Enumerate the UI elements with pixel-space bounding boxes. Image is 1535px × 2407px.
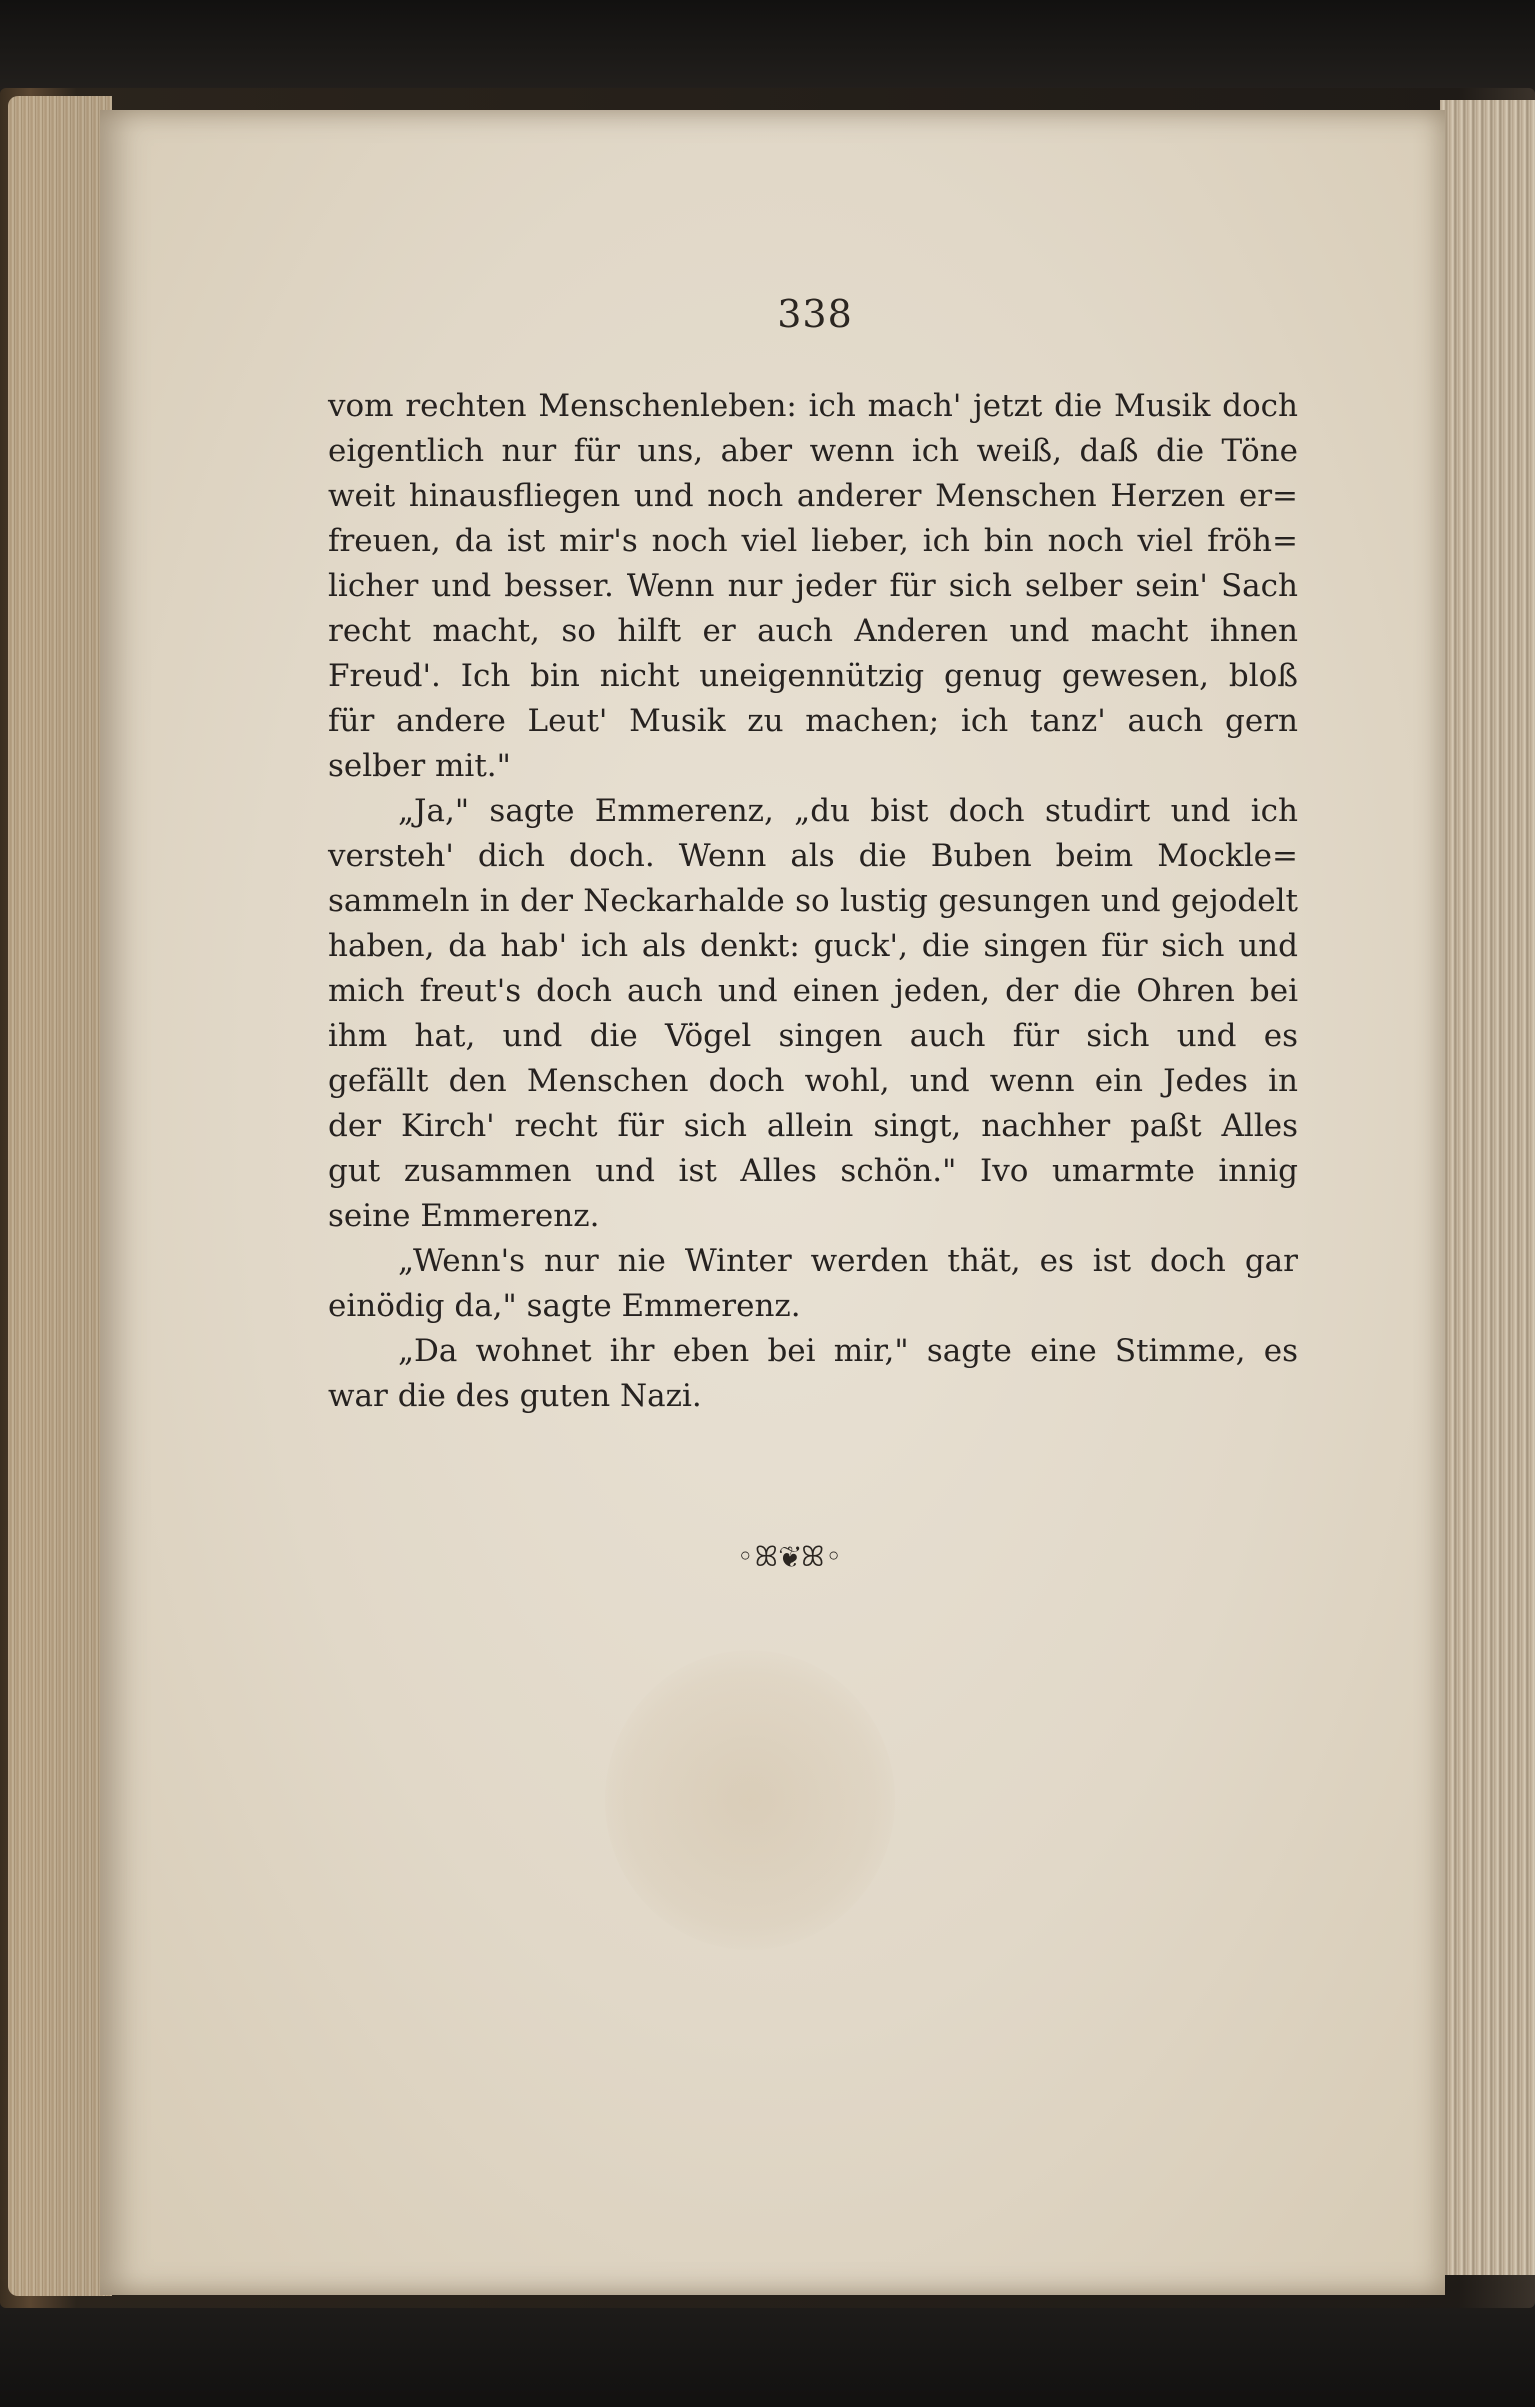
text-line: selber mit." — [328, 748, 511, 784]
page-text — [328, 384, 1298, 1419]
text-line: mich freut's doch auch und einen jeden, der die Ohren bei — [328, 973, 1298, 1009]
right-page-edges — [1440, 100, 1535, 2275]
text-line: „Wenn's nur nie Winter werden thät, es ist doch gar — [398, 1243, 1298, 1279]
text-line: der Kirch' recht für sich allein singt, nachher paßt Alles — [328, 1108, 1298, 1144]
paragraph — [328, 384, 1298, 789]
text-line: recht macht, so hilft er auch Anderen und macht ihnen — [328, 613, 1298, 649]
text-line: licher und besser. Wenn nur jeder für sich selber sein' Sach — [328, 568, 1298, 604]
paragraph — [328, 1329, 1298, 1419]
text-line: für andere Leut' Musik zu machen; ich tanz' auch gern — [328, 703, 1298, 739]
text-line: vom rechten Menschenleben: ich mach' jetzt die Musik doch — [328, 388, 1298, 424]
text-line: versteh' dich doch. Wenn als die Buben beim Mockle= — [328, 838, 1298, 874]
page-stain — [605, 1650, 895, 1950]
text-line: haben, da hab' ich als denkt: guck', die singen für sich und — [328, 928, 1298, 964]
paragraph — [328, 789, 1298, 1239]
paragraph — [328, 1239, 1298, 1329]
text-line: weit hinausfliegen und noch anderer Menschen Herzen er= — [328, 478, 1298, 514]
text-line: eigentlich nur für uns, aber wenn ich weiß, daß die Töne — [328, 433, 1298, 469]
text-line: Freud'. Ich bin nicht uneigennützig genug gewesen, bloß — [328, 658, 1298, 694]
left-page-edges — [8, 96, 112, 2296]
text-line: „Ja," sagte Emmerenz, „du bist doch studirt und ich — [398, 793, 1298, 829]
ornament-divider-icon: ◦ꕤ❦ꕤ◦ — [737, 1540, 843, 1573]
text-line: „Da wohnet ihr eben bei mir," sagte eine Stimme, es — [398, 1333, 1298, 1369]
text-line: seine Emmerenz. — [328, 1198, 600, 1234]
text-line: gefällt den Menschen doch wohl, und wenn ein Jedes in — [328, 1063, 1298, 1099]
text-line: ihm hat, und die Vögel singen auch für sich und es — [328, 1018, 1298, 1054]
page-number: 338 — [777, 292, 853, 336]
text-line: sammeln in der Neckarhalde so lustig gesungen und gejodelt — [328, 883, 1298, 919]
text-line: einödig da," sagte Emmerenz. — [328, 1288, 801, 1324]
text-line: gut zusammen und ist Alles schön." Ivo umarmte innig — [328, 1153, 1298, 1189]
text-line: freuen, da ist mir's noch viel lieber, ich bin noch viel fröh= — [328, 523, 1298, 559]
text-line: war die des guten Nazi. — [328, 1378, 702, 1414]
